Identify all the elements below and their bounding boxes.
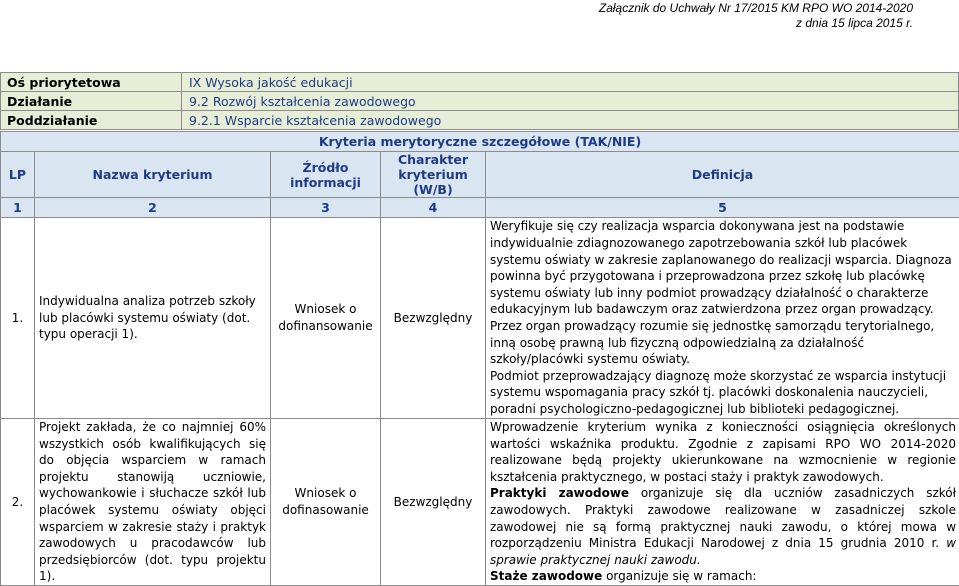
column-number: 2: [35, 198, 271, 218]
column-number: 4: [381, 198, 486, 218]
column-number: 5: [486, 198, 959, 218]
definition-paragraph: Weryfikuje się czy realizacja wsparcia dokonywana jest na podstawie indywidualnie zdiagnozowanego zapotrzebowania szkół lub placówek systemu oświaty w zakresie zaplanowanego do realizacji wsparcia. Diagnoza powinna być przygotowana i przeprowadzona przez szkołę lub placówkę systemu oświaty lub inny podmiot prowadzący działalność o charakterze edukacyjnym lub badawczym oraz zatwierdzona przez organ prowadzący. Przez organ prowadzący rozumie się jednostkę samorządu terytorialnego, inną osobę prawną lub fizyczną odpowiedzialną za działalność szkoły/placówki systemu oświaty.: [490, 218, 956, 367]
criterion-definition: [486, 419, 959, 586]
criterion-row: [1, 419, 959, 586]
definition-text: organizuje się w ramach:: [602, 569, 756, 583]
info-label: Działanie: [1, 92, 182, 111]
info-value: IX Wysoka jakość edukacji: [182, 73, 959, 92]
criterion-name: Indywidualna analiza potrzeb szkoły lub placówki systemu oświaty (dot. typu operacji 1).: [35, 218, 271, 419]
definition-paragraph: Podmiot przeprowadzający diagnozę może skorzystać ze wsparcia instytucji systemu wspomagania pracy szkół tj. placówki doskonalenia nauczycieli, poradni psychologiczno-pedagogicznej lub biblioteki pedagogicznej.: [490, 368, 956, 418]
definition-paragraph: [490, 485, 956, 568]
column-number-row: [1, 198, 959, 218]
definition-paragraph: Wprowadzenie kryterium wynika z konieczności osiągnięcia określonych wartości wskaźnika produktu. Zgodnie z zapisami RPO WO 2014-2020 realizowane będą projekty ukierunkowane na wzmocnienie w regionie kształcenia praktycznego, w postaci staży i praktyk zawodowych.: [490, 419, 956, 485]
group-title: Kryteria merytoryczne szczegółowe (TAK/NIE): [1, 132, 959, 152]
document-header: [599, 1, 913, 31]
criterion-lp: 1.: [1, 218, 35, 419]
definition-italic: w sprawie praktycznej nauki zawodu.: [490, 536, 956, 567]
criterion-source: Wniosek o dofinansowanie: [271, 218, 381, 419]
criterion-row: [1, 218, 959, 419]
definition-text: organizuje się dla uczniów zasadniczych szkół zawodowych. Praktyki zawodowe realizowane w zasadniczej szkole zawodowej nie są formą praktycznej nauki zawodu, o której mowa w rozporządzeniu Ministra Edukacji Narodowej z dnia 15 grudnia 2010 r.: [490, 486, 956, 550]
criterion-name: Projekt zakłada, że co najmniej 60% wszystkich osób kwalifikujących się do objęcia wsparciem w ramach projektu stanowiją uczniowie, wychowankowie i słuchacze szkół lub placówek systemu oświaty objęci wsparciem w zakresie staży i praktyk zawodowych u pracodawców lub przedsiębiorców (dot. typu projektu 1).: [35, 419, 271, 586]
criterion-character: Bezwzględny: [381, 218, 486, 419]
column-number: 1: [1, 198, 35, 218]
info-row-priority-axis: [1, 73, 959, 92]
definition-term: Staże zawodowe: [490, 569, 602, 583]
group-header-row: [1, 132, 959, 152]
info-label: Oś priorytetowa: [1, 73, 182, 92]
criterion-character: Bezwzględny: [381, 419, 486, 586]
column-header-row: [1, 152, 959, 198]
column-number: 3: [271, 198, 381, 218]
header-name: Nazwa kryterium: [35, 152, 271, 198]
attachment-line: Załącznik do Uchwały Nr 17/2015 KM RPO WO 2014-2020: [599, 1, 913, 16]
criteria-table: [0, 131, 959, 586]
info-value: 9.2.1 Wsparcie kształcenia zawodowego: [182, 111, 959, 130]
criterion-lp: 2.: [1, 419, 35, 586]
date-line: z dnia 15 lipca 2015 r.: [599, 16, 913, 31]
header-definition: Definicja: [486, 152, 959, 198]
info-label: Poddziałanie: [1, 111, 182, 130]
info-row-action: [1, 92, 959, 111]
program-info-table: [0, 72, 959, 130]
criterion-source: Wniosek o dofinasowanie: [271, 419, 381, 586]
definition-term: Praktyki zawodowe: [490, 486, 629, 500]
header-character: Charakter kryterium (W/B): [381, 152, 486, 198]
info-value: 9.2 Rozwój kształcenia zawodowego: [182, 92, 959, 111]
header-source: Źródło informacji: [271, 152, 381, 198]
criterion-definition: [486, 218, 959, 419]
header-lp: LP: [1, 152, 35, 198]
info-row-subaction: [1, 111, 959, 130]
